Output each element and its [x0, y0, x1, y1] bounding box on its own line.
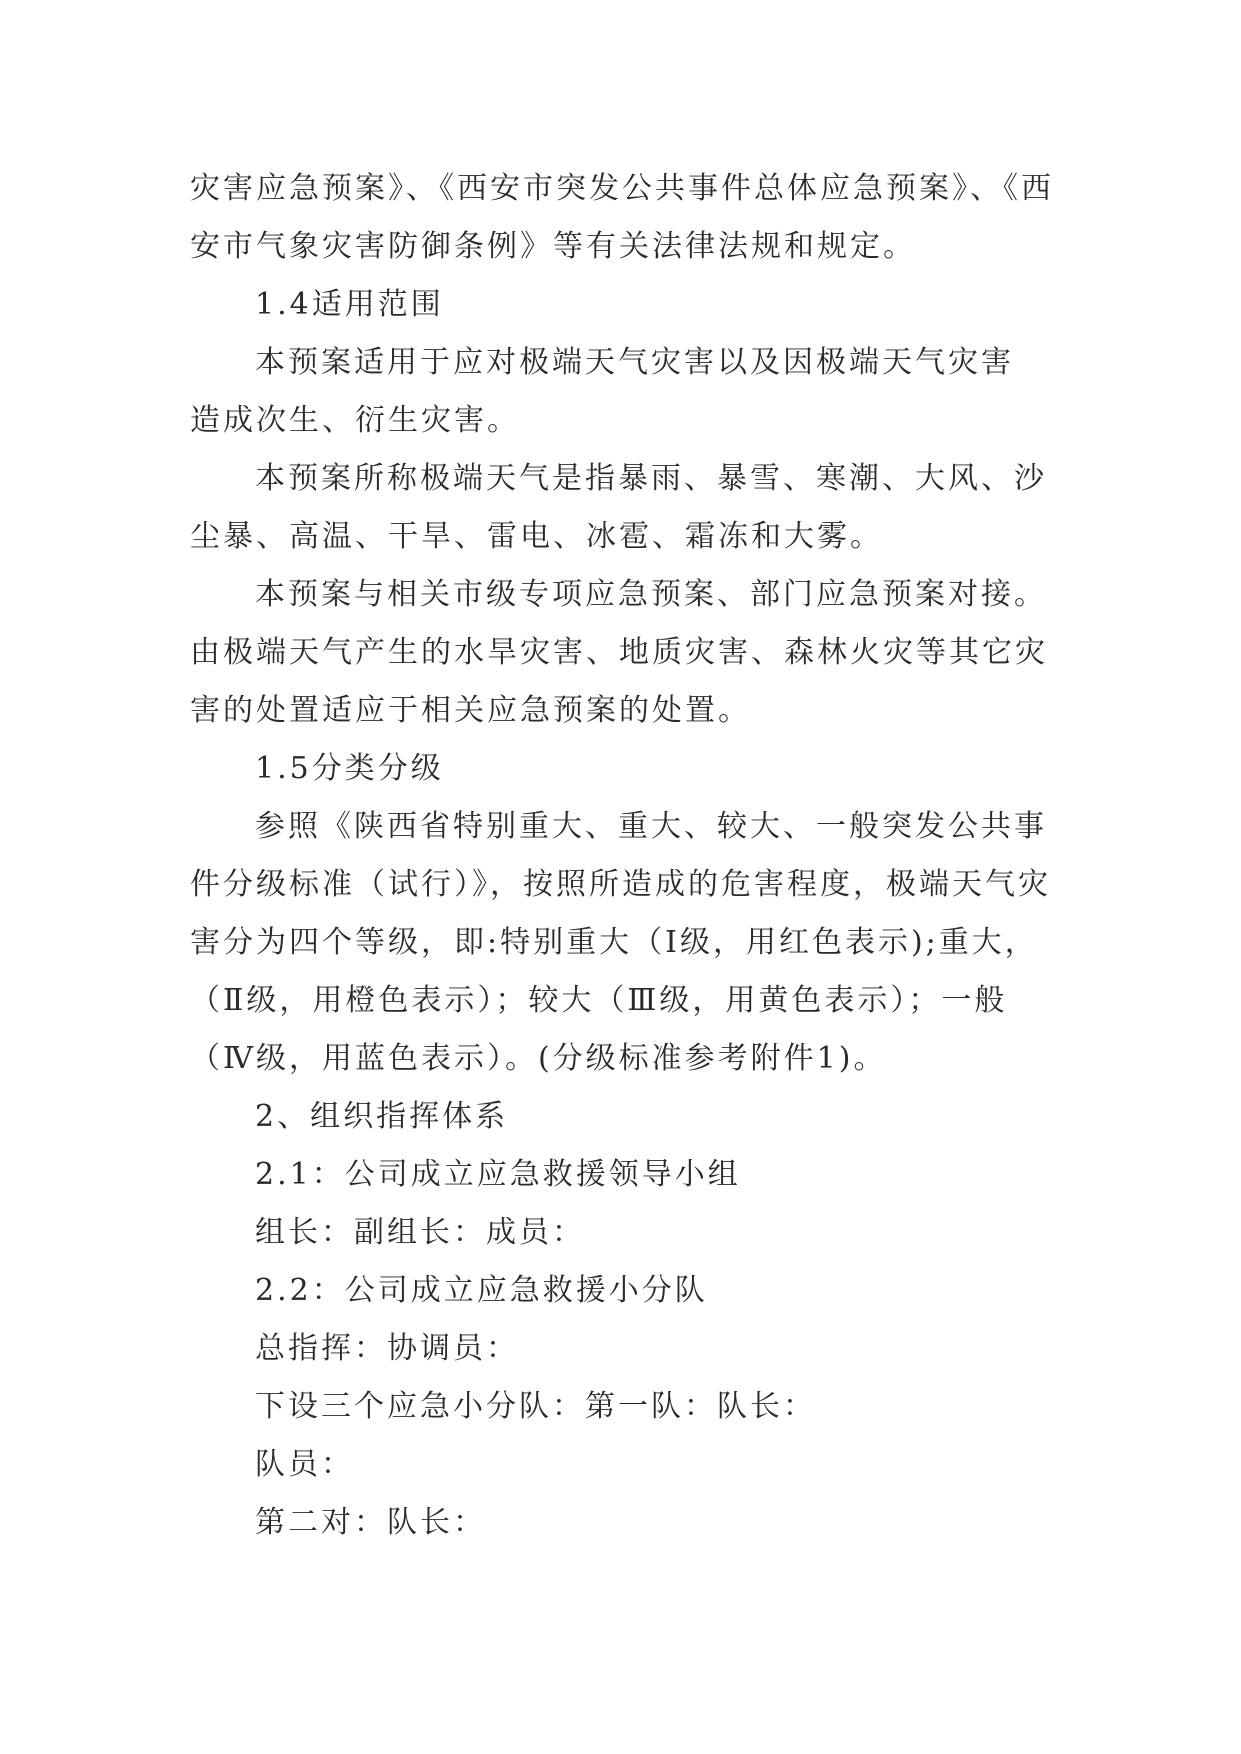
text-line: 尘暴、高温、干旱、雷电、冰雹、霜冻和大雾。: [190, 519, 883, 554]
text-line: 害的处置适应于相关应急预案的处置。: [190, 693, 751, 728]
section-heading: 1.4适用范围: [255, 287, 444, 322]
text-line: （Ⅳ级，用蓝色表示）。(分级标准参考附件1)。: [190, 1041, 887, 1076]
section-heading: 2、组织指挥体系: [255, 1099, 509, 1134]
text-line: 本预案所称极端天气是指暴雨、暴雪、寒潮、大风、沙: [255, 461, 1047, 496]
text-line: 2.2：公司成立应急救援小分队: [255, 1273, 708, 1308]
text-line: 安市气象灾害防御条例》等有关法律法规和规定。: [190, 229, 916, 264]
text-line: 下设三个应急小分队：第一队：队长：: [255, 1389, 816, 1424]
text-line: 第二对：队长：: [255, 1505, 486, 1540]
text-line: 总指挥：协调员：: [255, 1331, 519, 1366]
text-line: 由极端天气产生的水旱灾害、地质灾害、森林火灾等其它灾: [190, 635, 1048, 670]
text-line: 造成次生、衍生灾害。: [190, 403, 520, 438]
text-line: 件分级标准（试行）》，按照所造成的危害程度，极端天气灾: [190, 867, 1051, 902]
document-body: [190, 160, 1054, 1552]
text-line: 害分为四个等级，即:特别重大（Ⅰ级，用红色表示);重大，: [190, 925, 1038, 960]
text-line: 队员：: [255, 1447, 354, 1482]
text-line: 参照《陕西省特别重大、重大、较大、一般突发公共事: [255, 809, 1047, 844]
text-line: 2.1：公司成立应急救援领导小组: [255, 1157, 741, 1192]
text-line: 本预案适用于应对极端天气灾害以及因极端天气灾害: [255, 345, 1014, 380]
text-line: （Ⅱ级，用橙色表示）；较大（Ⅲ级，用黄色表示）；一般: [190, 983, 1008, 1018]
text-line: 灾害应急预案》、《西安市突发公共事件总体应急预案》、《西: [190, 171, 1054, 206]
text-line: 组长：副组长：成员：: [255, 1215, 585, 1250]
text-line: 本预案与相关市级专项应急预案、部门应急预案对接。: [255, 577, 1047, 612]
section-heading: 1.5分类分级: [255, 751, 444, 786]
